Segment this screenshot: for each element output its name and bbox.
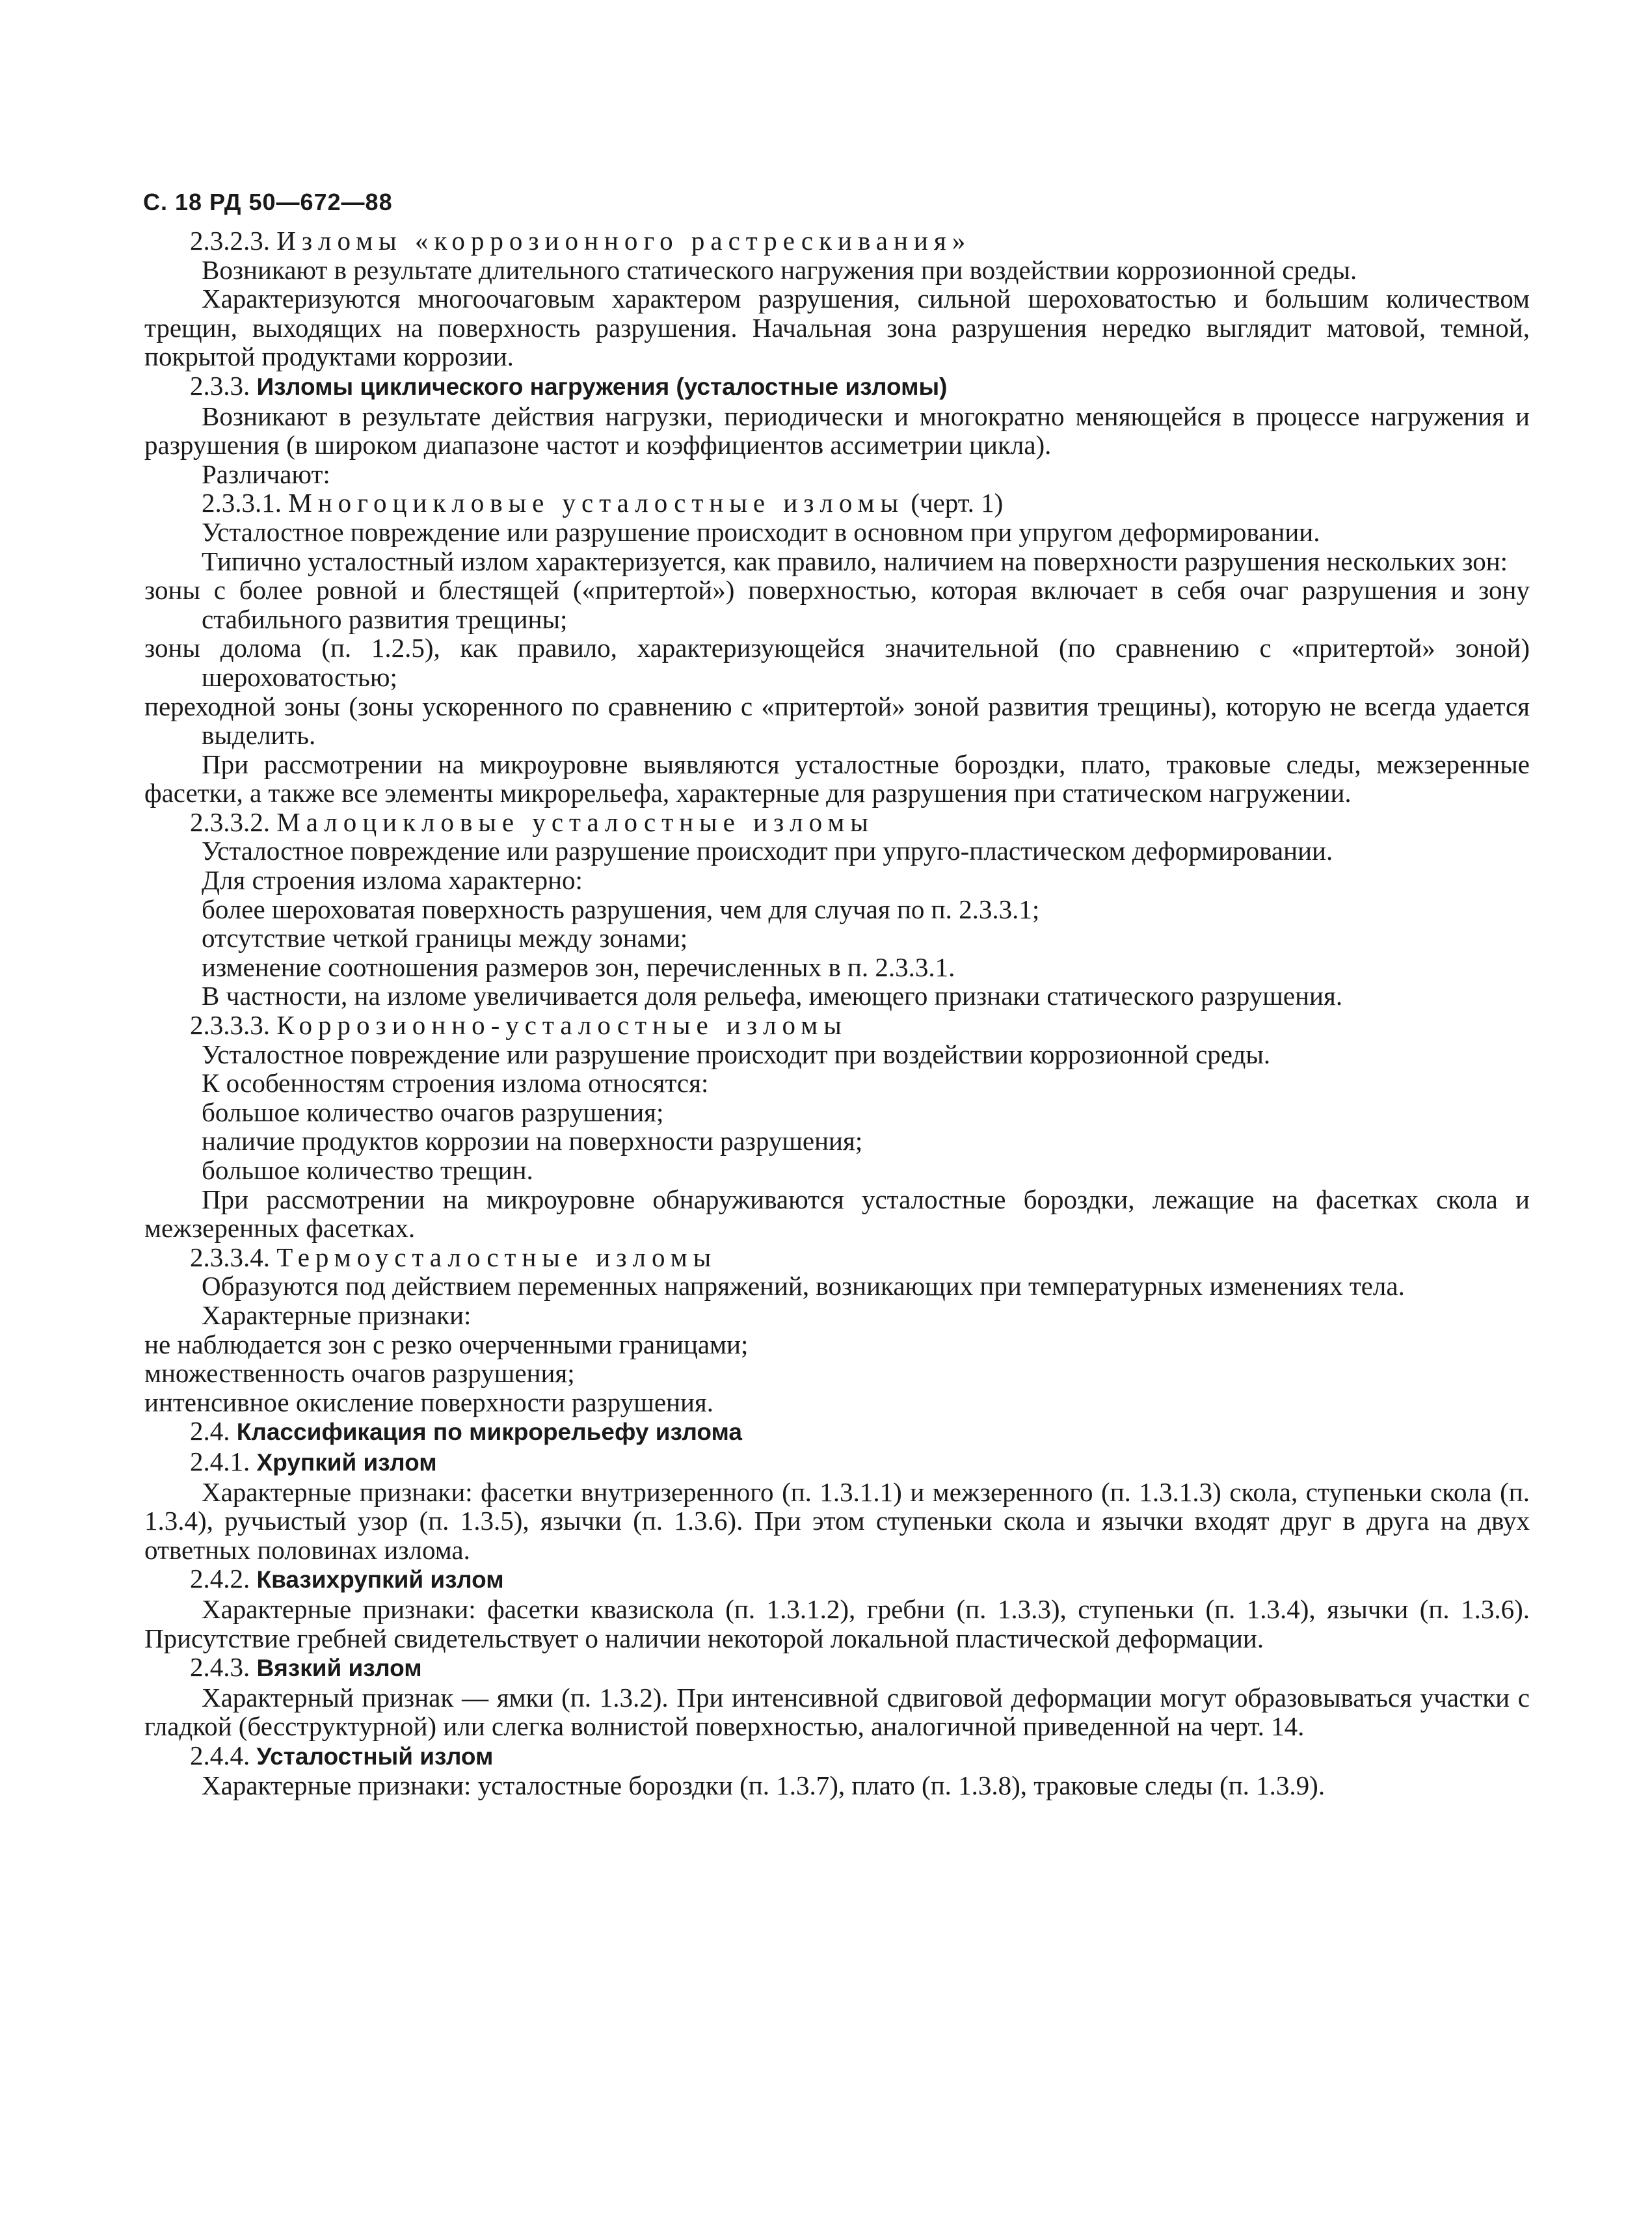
section-title: Хрупкий излом [256,1448,437,1476]
paragraph: Возникают в результате длительного статического нагружения при воздействии коррозионной среды. [202,254,1357,285]
section-heading-2-3-3-1 [144,488,1530,518]
list-item: зоны с более ровной и блестящей («притертой») поверхностью, которая включает в себя очаг разрушения и зону стабильного развития трещины; [144,575,1530,634]
paragraph: Возникают в результате действия нагрузки, периодически и многократно меняющейся в процессе нагружения и разрушения (в широком диапазоне частот и коэффициентов ассиметрии цикла). [144,401,1530,460]
section-title: Классификация по микрорельефу излома [236,1419,742,1446]
list-item: наличие продуктов коррозии на поверхности разрушения; [202,1126,863,1156]
list-item: более шероховатая поверхность разрушения, чем для случая по п. 2.3.3.1; [202,894,1040,924]
list-item: множественность очагов разрушения; [144,1358,575,1389]
page-header: С. 18 РД 50—672—88 [143,189,393,215]
section-title: Квазихрупкий излом [256,1566,504,1594]
section-title: Малоцикловые усталостные изломы [276,807,874,837]
section-number: 2.3.3. [190,370,250,401]
section-title: Вязкий излом [256,1655,422,1682]
list-item: изменение соотношения размеров зон, перечисленных в п. 2.3.3.1. [202,952,955,982]
section-number: 2.4.1. [190,1446,250,1476]
paragraph: Характерные признаки: [202,1300,472,1330]
list-item: отсутствие четкой границы между зонами; [202,923,688,953]
section-number: 2.4.2. [190,1564,250,1594]
paragraph: Образуются под действием переменных напряжений, возникающих при температурных изменениях тела. [202,1271,1405,1301]
section-title: Термоусталостные изломы [276,1242,717,1272]
paragraph: Различают: [202,459,330,489]
paragraph: Для строения излома характерно: [202,865,583,896]
section-number: 2.4. [190,1416,230,1447]
list-item: интенсивное окисление поверхности разрушения. [144,1387,714,1417]
section-heading-2-3-3-4 [144,1243,1530,1272]
paragraph: Характерные признаки: усталостные бороздки (п. 1.3.7), плато (п. 1.3.8), траковые следы (п. 1.3.9). [202,1770,1326,1801]
section-heading-2-4-3 [144,1653,1530,1683]
figure-reference: (черт. 1) [911,488,1004,518]
section-heading-2-4-2 [144,1564,1530,1595]
paragraph: Типично усталостный излом характеризуется, как правило, наличием на поверхности разрушения нескольких зон: [202,546,1508,576]
paragraph: Характерные признаки: фасетки квазискола (п. 1.3.1.2), гребни (п. 1.3.3), ступеньки (п. 1.3.4), язычки (п. 1.3.6). Присутствие гребней свидетельствует о наличии некоторой локальной пластической деформации. [144,1594,1530,1653]
section-heading-2-4-4 [144,1741,1530,1772]
section-number: 2.3.3.3. [190,1010,270,1041]
list-item: большое количество трещин. [202,1155,533,1185]
paragraph: При рассмотрении на микроуровне обнаруживаются усталостные бороздки, лежащие на фасетках скола и межзеренных фасетках. [144,1184,1530,1244]
section-heading-2-3-3-2 [144,808,1530,837]
section-heading-2-3-2-3 [144,226,1530,256]
section-title: Коррозионно-усталостные изломы [276,1010,847,1041]
section-number: 2.4.3. [190,1652,250,1683]
document-body [144,226,1530,1800]
section-number: 2.4.4. [190,1740,250,1770]
paragraph: Характерный признак — ямки (п. 1.3.2). При интенсивной сдвиговой деформации могут образовываться участки с гладкой (бесструктурной) или слегка волнистой поверхностью, аналогичной приведенной на черт. 14. [144,1682,1530,1742]
section-title: Изломы «коррозионного растрескивания» [276,226,972,256]
paragraph: Характерные признаки: фасетки внутризеренного (п. 1.3.1.1) и межзеренного (п. 1.3.1.3) скола, ступеньки скола (п. 1.3.4), ручьистый узор (п. 1.3.5), язычки (п. 1.3.6). При этом ступеньки скола и язычки входят друг в друга на двух ответных половинах излома. [144,1476,1530,1565]
section-number: 2.3.3.1. [202,488,282,518]
section-heading-2-3-3 [144,371,1530,402]
section-title: Изломы циклического нагружения (усталостные изломы) [256,373,948,400]
list-item: не наблюдается зон с резко очерченными границами; [144,1329,749,1359]
section-heading-2-3-3-3 [144,1011,1530,1040]
section-number: 2.3.2.3. [190,226,270,256]
paragraph: Усталостное повреждение или разрушение происходит при упруго-пластическом деформировании. [202,836,1333,866]
paragraph: Усталостное повреждение или разрушение происходит в основном при упругом деформировании. [202,516,1320,547]
section-number: 2.3.3.4. [190,1242,270,1272]
section-title: Усталостный излом [256,1742,494,1770]
paragraph: В частности, на изломе увеличивается доля рельефа, имеющего признаки статического разрушения. [202,981,1343,1011]
paragraph: Усталостное повреждение или разрушение происходит при воздействии коррозионной среды. [202,1039,1271,1069]
section-heading-2-4-1 [144,1447,1530,1478]
list-item: переходной зоны (зоны ускоренного по сравнению с «притертой» зоной развития трещины), которую не всегда удается выделить. [144,691,1530,751]
section-heading-2-4 [144,1417,1530,1447]
paragraph: При рассмотрении на микроуровне выявляются усталостные бороздки, плато, траковые следы, межзеренные фасетки, а также все элементы микрорельефа, характерные для разрушения при статическом нагружении. [144,749,1530,808]
section-title: Многоцикловые усталостные изломы [288,488,905,518]
list-item: зоны долома (п. 1.2.5), как правило, характеризующейся значительной (по сравнению с «притертой» зоной) шероховатостью; [144,633,1530,692]
paragraph: Характеризуются многоочаговым характером разрушения, сильной шероховатостью и большим количеством трещин, выходящих на поверхность разрушения. Начальная зона разрушения нередко выглядит матовой, темной, покрытой продуктами коррозии. [144,284,1530,372]
section-number: 2.3.3.2. [190,807,270,837]
paragraph: К особенностям строения излома относятся: [202,1068,709,1099]
list-item: большое количество очагов разрушения; [202,1097,664,1127]
